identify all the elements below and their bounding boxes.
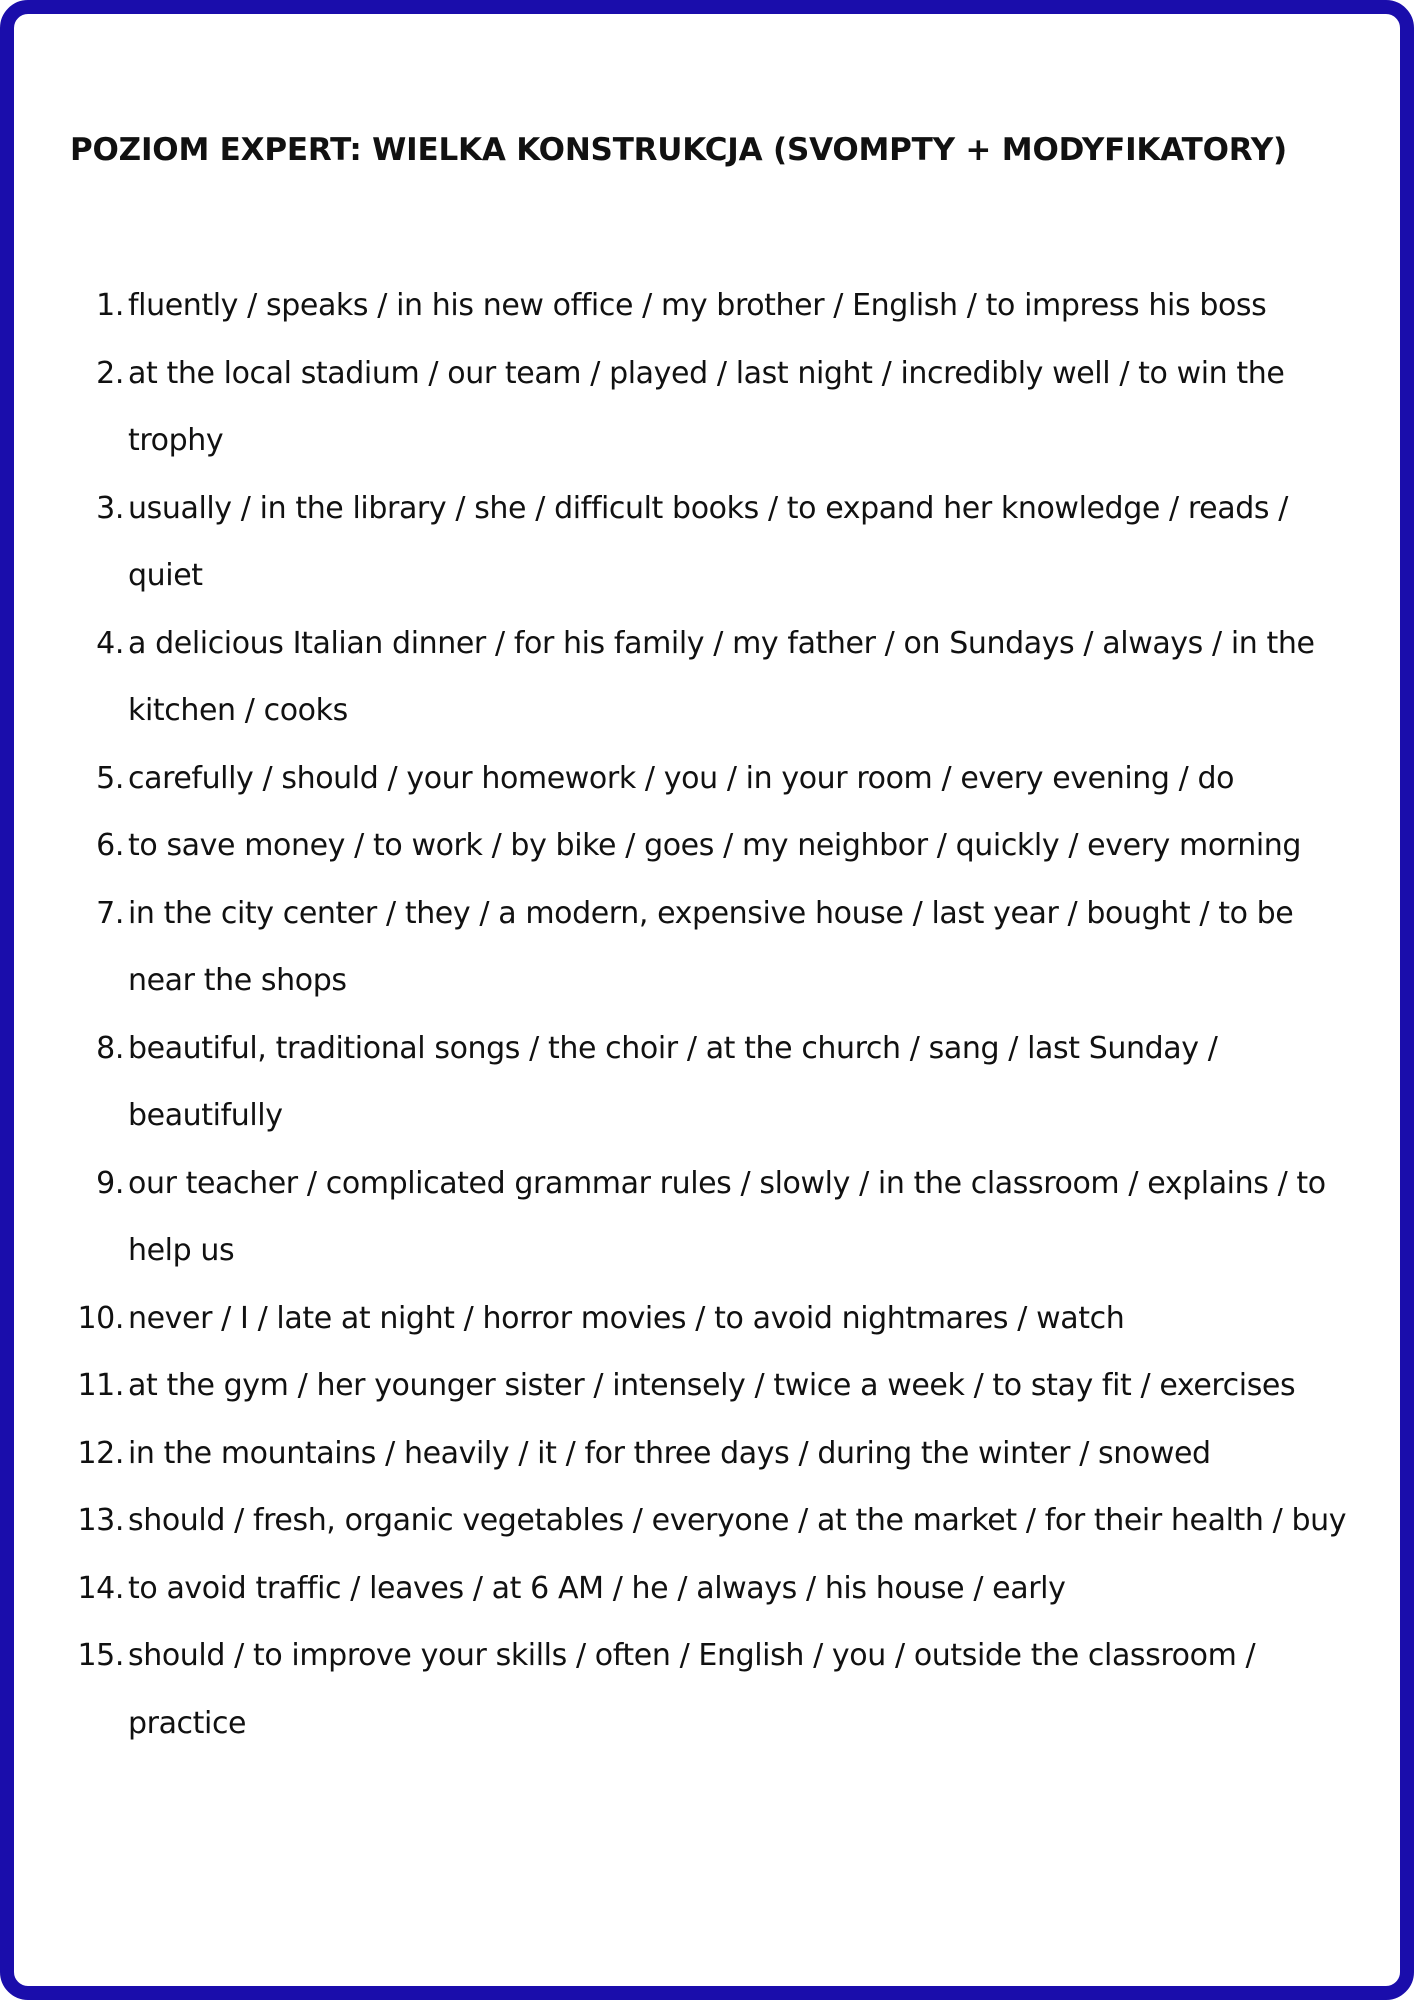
item-text: usually / in the library / she / difficult books / to expand her knowledge / reads / quiet (128, 490, 1288, 593)
item-text: at the local stadium / our team / played / last night / incredibly well / to win the trophy (128, 355, 1285, 458)
item-text: a delicious Italian dinner / for his family / my father / on Sundays / always / in the kitchen / cooks (128, 625, 1315, 728)
item-number: 14. (77, 1570, 124, 1606)
item-text: carefully / should / your homework / you / in your room / every evening / do (128, 760, 1235, 796)
list-item (70, 812, 1360, 880)
item-text: our teacher / complicated grammar rules / slowly / in the classroom / explains / to help us (128, 1165, 1326, 1268)
list-item (70, 1420, 1360, 1488)
item-number: 11. (77, 1368, 124, 1403)
item-text: should / to improve your skills / often / English / you / outside the classroom / practice (128, 1638, 1256, 1741)
item-number: 4. (96, 625, 124, 661)
item-number: 2. (96, 355, 124, 391)
exercise-list (70, 272, 1360, 1757)
item-text: beautiful, traditional songs / the choir / at the church / sang / last Sunday / beautifully (128, 1030, 1218, 1133)
item-number: 7. (96, 895, 124, 931)
item-text: fluently / speaks / in his new office / my brother / English / to impress his boss (128, 288, 1267, 323)
list-item (70, 1622, 1360, 1757)
list-item (70, 340, 1360, 475)
item-number: 9. (96, 1165, 124, 1201)
item-text: at the gym / her younger sister / intensely / twice a week / to stay fit / exercises (128, 1368, 1296, 1403)
list-item (70, 1285, 1360, 1353)
list-item (70, 475, 1360, 610)
list-item (70, 880, 1360, 1015)
item-text: in the city center / they / a modern, expensive house / last year / bought / to be near the shops (128, 895, 1294, 998)
list-item (70, 610, 1360, 745)
item-text: never / I / late at night / horror movies / to avoid nightmares / watch (128, 1300, 1125, 1336)
list-item (70, 1487, 1360, 1555)
item-number: 10. (77, 1300, 124, 1336)
item-text: to save money / to work / by bike / goes / my neighbor / quickly / every morning (128, 828, 1302, 863)
list-item (70, 1150, 1360, 1285)
item-number: 8. (96, 1030, 124, 1066)
item-text: should / fresh, organic vegetables / everyone / at the market / for their health / buy (128, 1503, 1347, 1538)
item-number: 5. (96, 760, 124, 796)
list-item (70, 272, 1360, 340)
item-number: 1. (96, 288, 124, 323)
item-number: 15. (77, 1638, 124, 1673)
item-number: 12. (77, 1435, 124, 1471)
item-number: 6. (96, 828, 124, 863)
item-text: in the mountains / heavily / it / for three days / during the winter / snowed (128, 1435, 1211, 1471)
item-text: to avoid traffic / leaves / at 6 AM / he / always / his house / early (128, 1570, 1066, 1606)
list-item (70, 1015, 1360, 1150)
item-number: 3. (96, 490, 124, 526)
list-item (70, 1352, 1360, 1420)
list-item (70, 745, 1360, 813)
list-item (70, 1555, 1360, 1623)
item-number: 13. (77, 1503, 124, 1538)
page-title: POZIOM EXPERT: WIELKA KONSTRUKCJA (SVOMPTY + MODYFIKATORY) (70, 132, 1287, 168)
